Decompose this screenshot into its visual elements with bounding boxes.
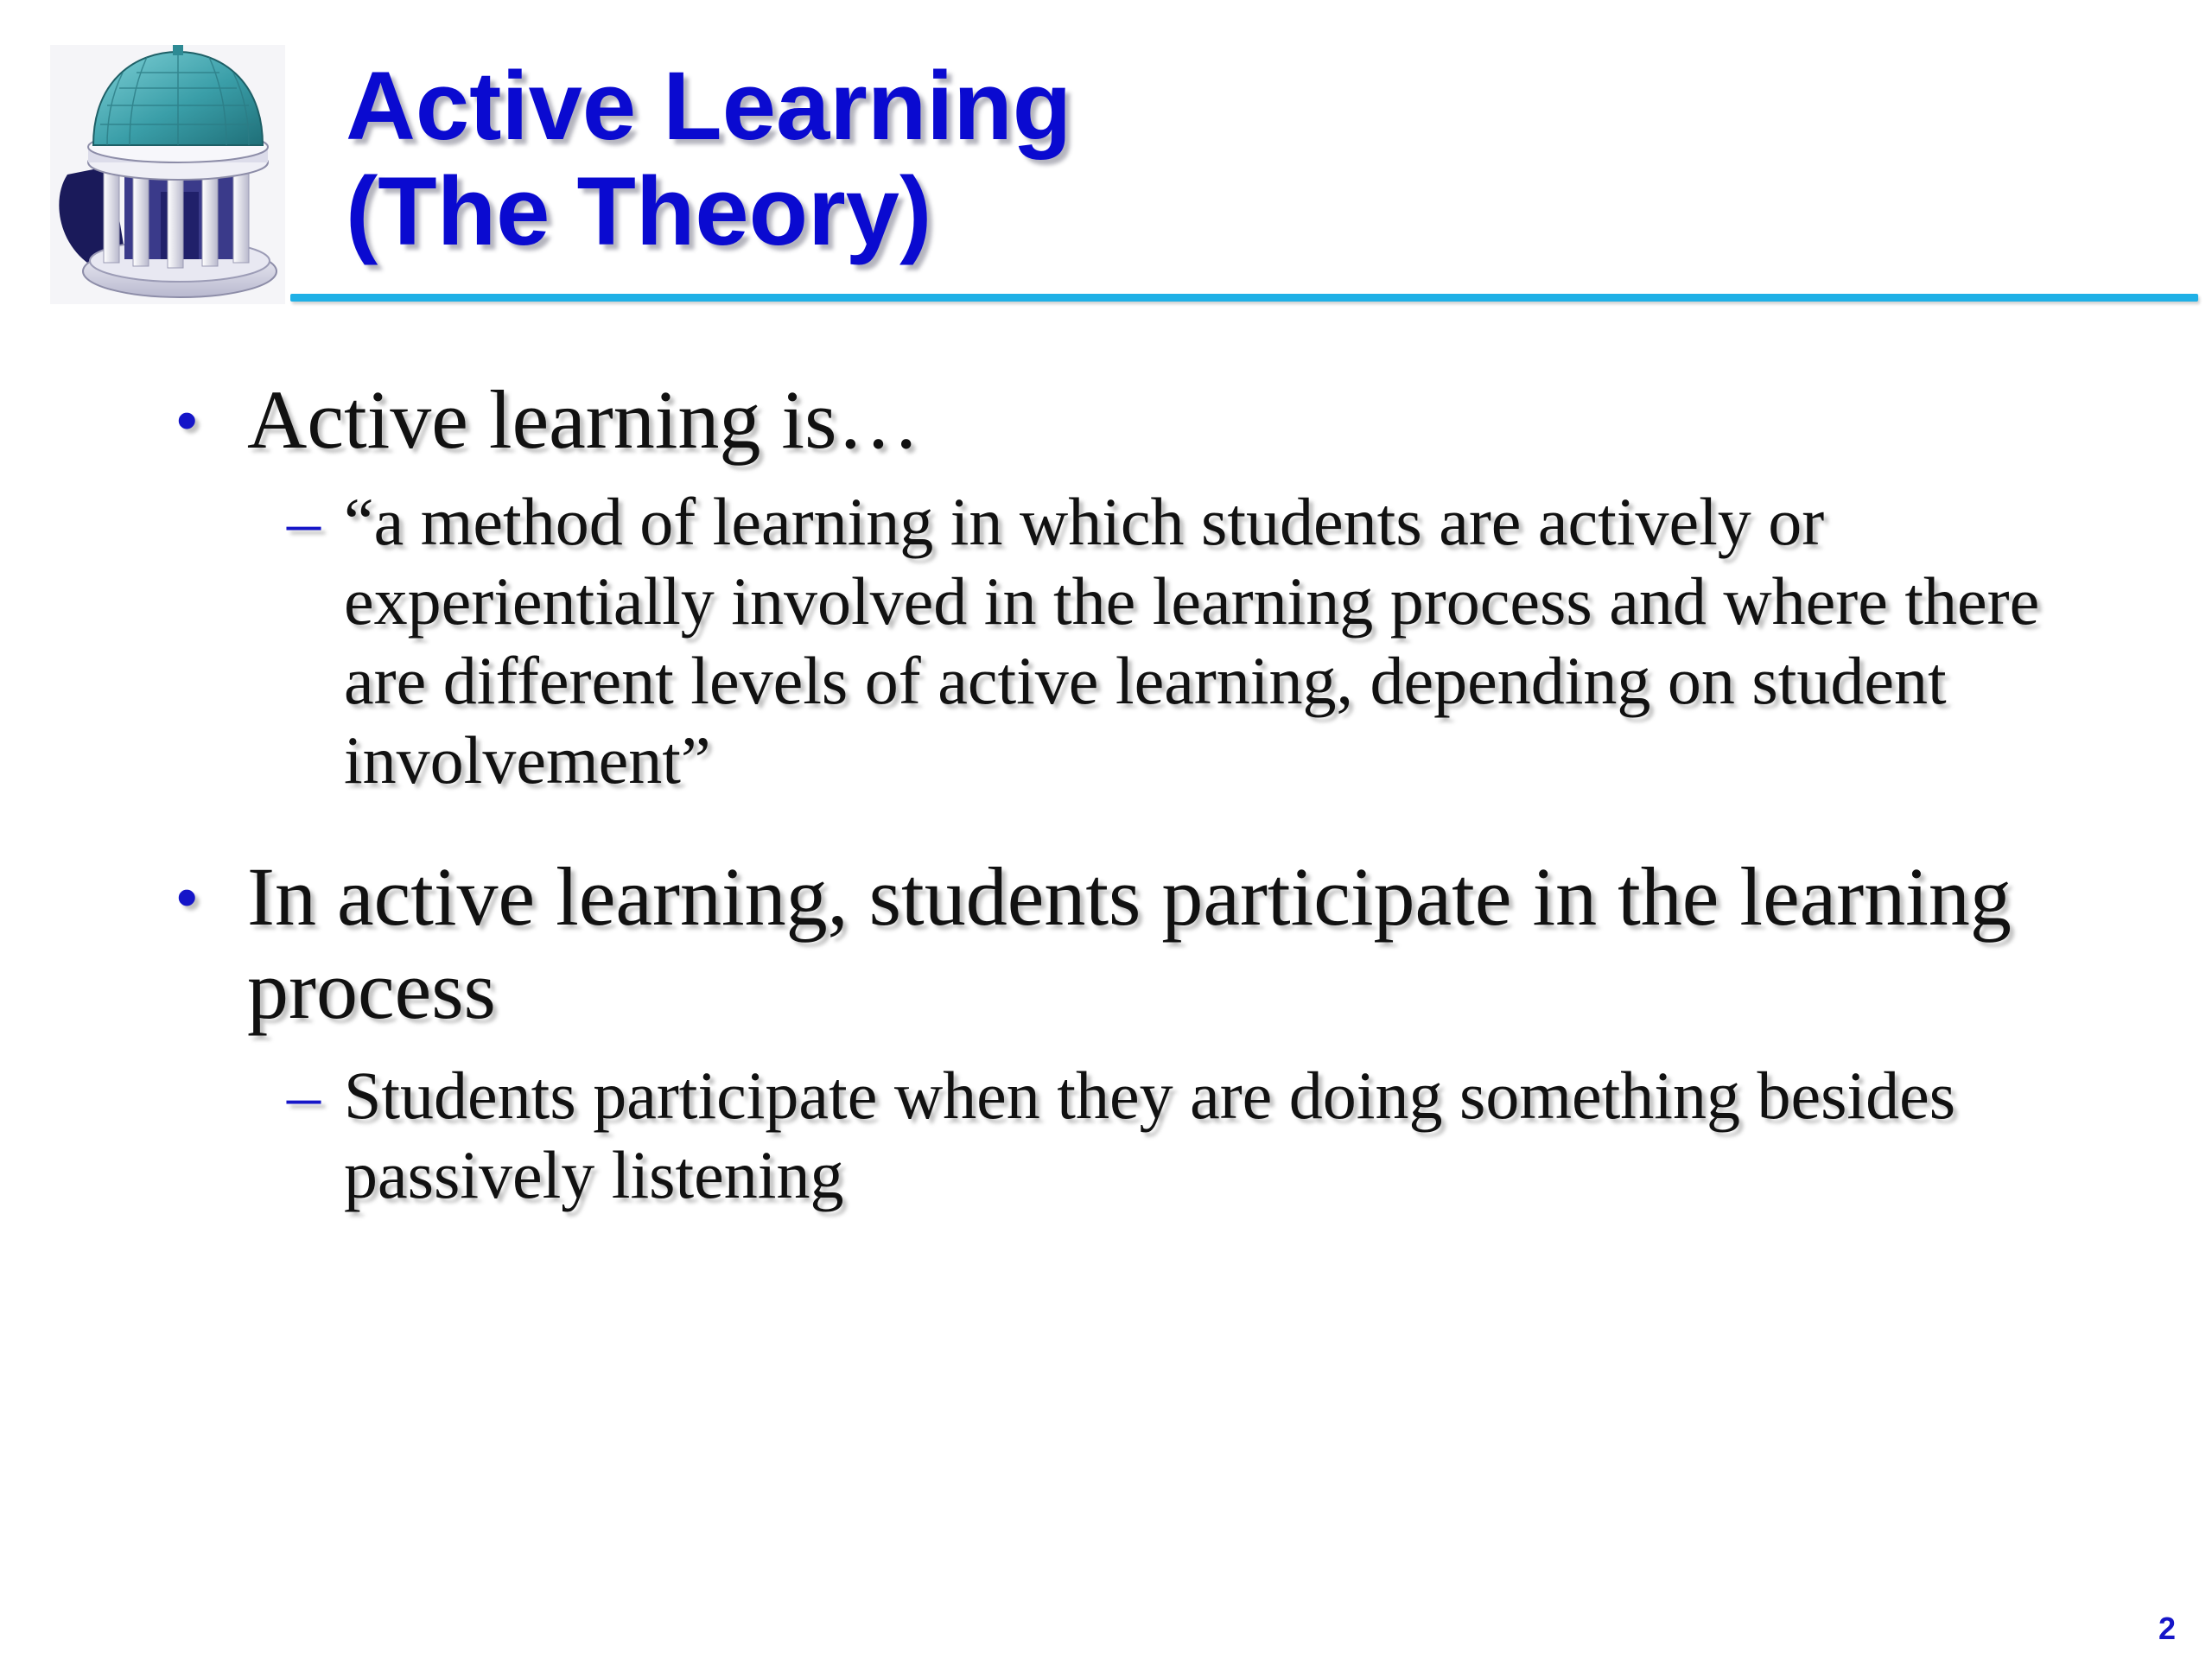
sub-bullet-marker: – bbox=[287, 484, 321, 559]
title-line-2: (The Theory) bbox=[346, 157, 932, 265]
slide-title bbox=[346, 54, 1071, 264]
page-number: 2 bbox=[2158, 1611, 2176, 1646]
sub-bullet-text: Students participate when they are doing something besides passively listening bbox=[344, 1058, 1956, 1212]
bullet-marker: • bbox=[176, 386, 198, 454]
sub-bullet-marker: – bbox=[287, 1058, 321, 1133]
bullet-text: In active learning, students participate in the learning process bbox=[247, 850, 2012, 1036]
bullet-item-1 bbox=[176, 373, 2096, 467]
title-divider bbox=[290, 294, 2198, 302]
sub-bullet-item-1 bbox=[287, 482, 2107, 800]
sub-bullet-item-2 bbox=[287, 1056, 2107, 1215]
old-well-rotunda-icon bbox=[50, 45, 285, 304]
title-line-1: Active Learning bbox=[346, 52, 1072, 160]
sub-bullet-text: “a method of learning in which students are actively or experientially involved in the learning process and where there are different levels of active learning, depending on student involvement” bbox=[344, 484, 2040, 798]
bullet-marker: • bbox=[176, 863, 198, 931]
bullet-item-2 bbox=[176, 850, 2096, 1037]
bullet-text: Active learning is… bbox=[247, 373, 920, 466]
